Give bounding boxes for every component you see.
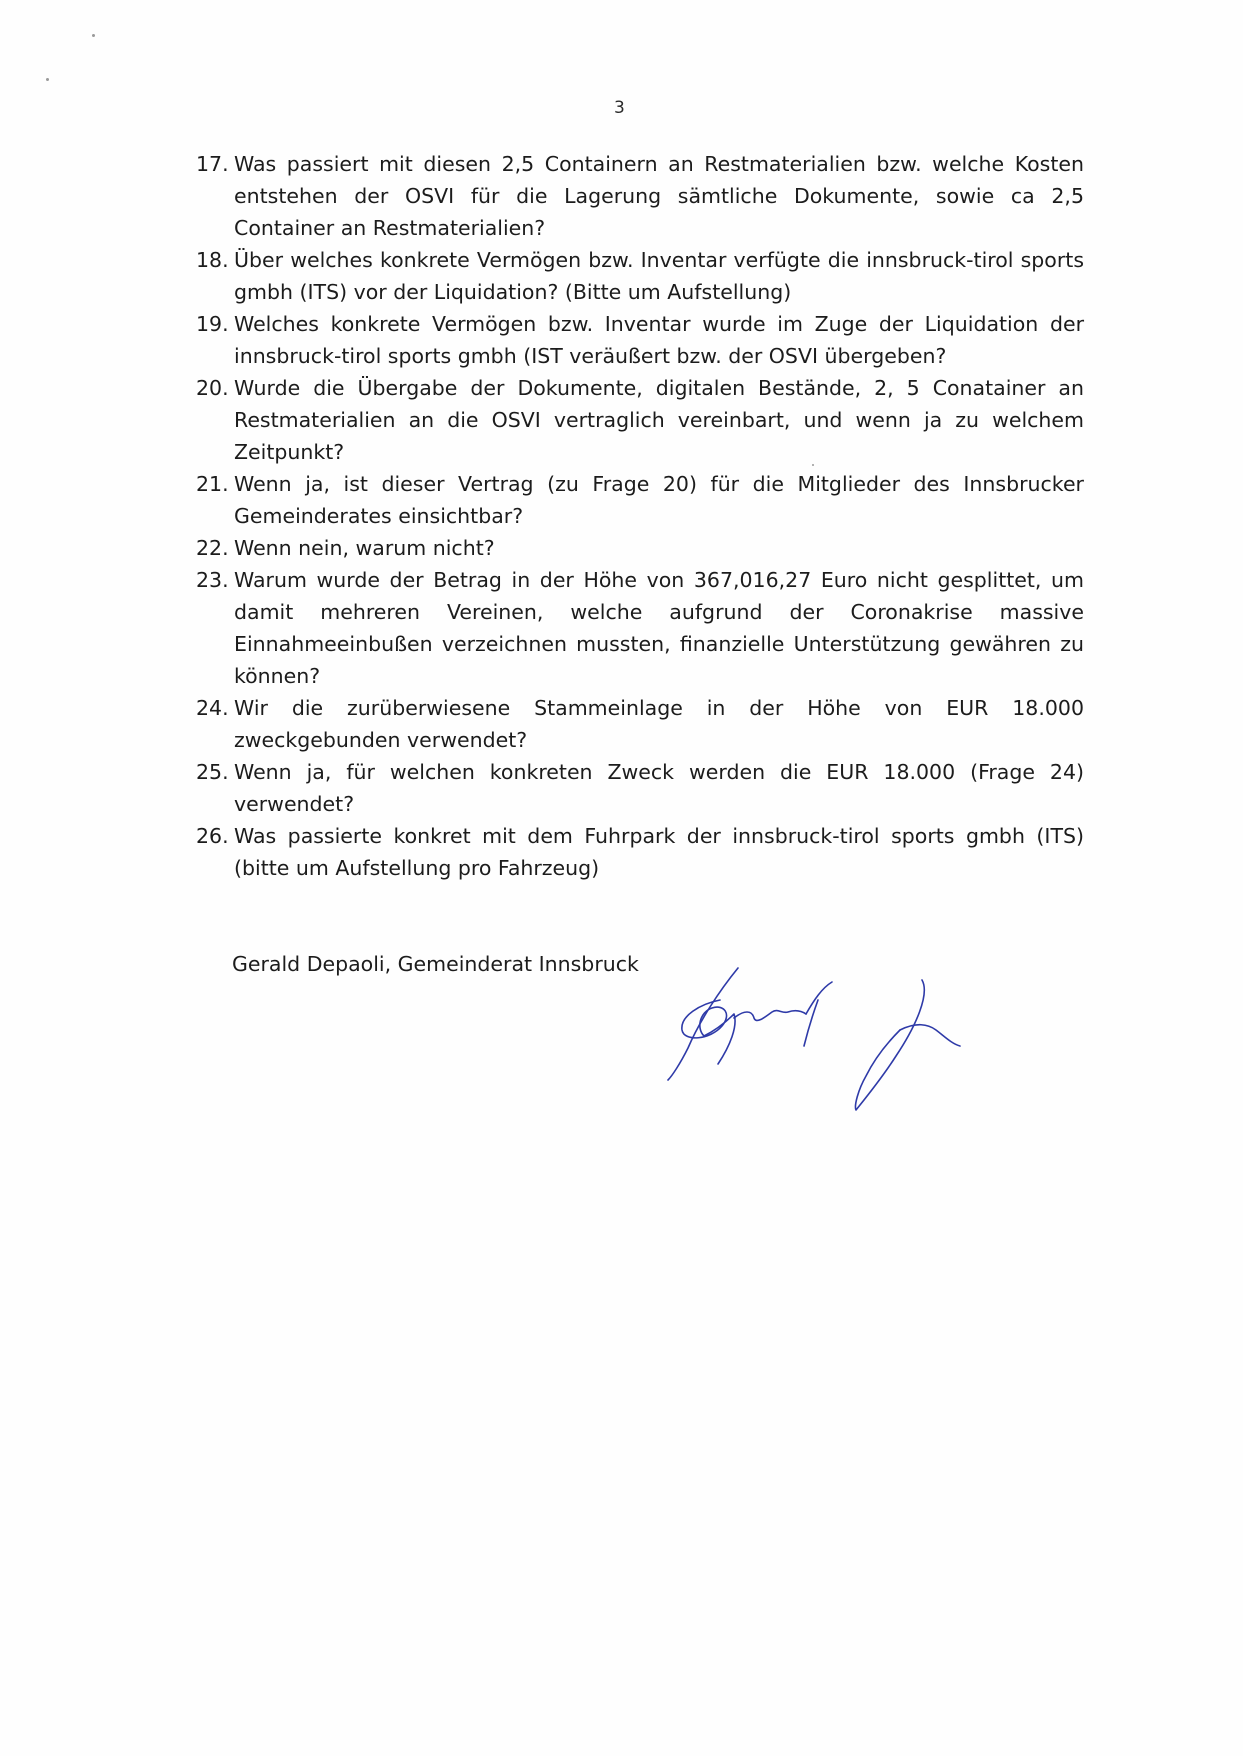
scan-speck xyxy=(92,34,95,37)
question-number: 24. xyxy=(196,696,229,720)
question-number: 22. xyxy=(196,536,229,560)
list-item xyxy=(196,244,1084,308)
scan-speck xyxy=(812,464,814,466)
question-number: 19. xyxy=(196,312,229,336)
list-item xyxy=(196,532,1084,564)
question-text: Welches konkrete Vermögen bzw. Inventar wurde im Zuge der Liquidation der innsbruck-tirol sports gmbh (IST veräußert bzw. der OSVI übergeben? xyxy=(234,312,1084,368)
question-text: Über welches konkrete Vermögen bzw. Inventar verfügte die innsbruck-tirol sports gmbh (ITS) vor der Liquidation? (Bitte um Aufstellung) xyxy=(234,248,1084,304)
list-item xyxy=(196,820,1084,884)
list-item xyxy=(196,372,1084,468)
question-number: 26. xyxy=(196,824,229,848)
list-item xyxy=(196,756,1084,820)
question-number: 17. xyxy=(196,152,229,176)
list-item xyxy=(196,692,1084,756)
question-text: Was passiert mit diesen 2,5 Containern an Restmaterialien bzw. welche Kosten entstehen der OSVI für die Lagerung sämtliche Dokumente, sowie ca 2,5 Container an Restmaterialien? xyxy=(234,152,1084,240)
handwritten-signature xyxy=(660,960,1000,1120)
question-number: 23. xyxy=(196,568,229,592)
question-text: Wenn ja, für welchen konkreten Zweck werden die EUR 18.000 (Frage 24) verwendet? xyxy=(234,760,1084,816)
question-list xyxy=(196,148,1084,884)
question-number: 25. xyxy=(196,760,229,784)
author-line: Gerald Depaoli, Gemeinderat Innsbruck xyxy=(232,952,639,976)
question-number: 18. xyxy=(196,248,229,272)
question-text: Wenn ja, ist dieser Vertrag (zu Frage 20) für die Mitglieder des Innsbrucker Gemeinderates einsichtbar? xyxy=(234,472,1084,528)
question-text: Wurde die Übergabe der Dokumente, digitalen Bestände, 2, 5 Conatainer an Restmaterialien an die OSVI vertraglich vereinbart, und wenn ja zu welchem Zeitpunkt? xyxy=(234,376,1084,464)
list-item xyxy=(196,564,1084,692)
question-number: 21. xyxy=(196,472,229,496)
list-item xyxy=(196,308,1084,372)
question-text: Warum wurde der Betrag in der Höhe von 367,016,27 Euro nicht gesplittet, um damit mehreren Vereinen, welche aufgrund der Coronakrise massive Einnahmeeinbußen verzeichnen mussten, finanzielle Unterstützung gewähren zu können? xyxy=(234,568,1084,688)
list-item xyxy=(196,148,1084,244)
question-number: 20. xyxy=(196,376,229,400)
page-number: 3 xyxy=(614,98,625,118)
scan-speck xyxy=(46,78,49,81)
question-text: Wenn nein, warum nicht? xyxy=(234,536,495,560)
list-item xyxy=(196,468,1084,532)
question-text: Was passierte konkret mit dem Fuhrpark der innsbruck-tirol sports gmbh (ITS) (bitte um Aufstellung pro Fahrzeug) xyxy=(234,824,1084,880)
question-text: Wir die zurüberwiesene Stammeinlage in der Höhe von EUR 18.000 zweckgebunden verwendet? xyxy=(234,696,1084,752)
